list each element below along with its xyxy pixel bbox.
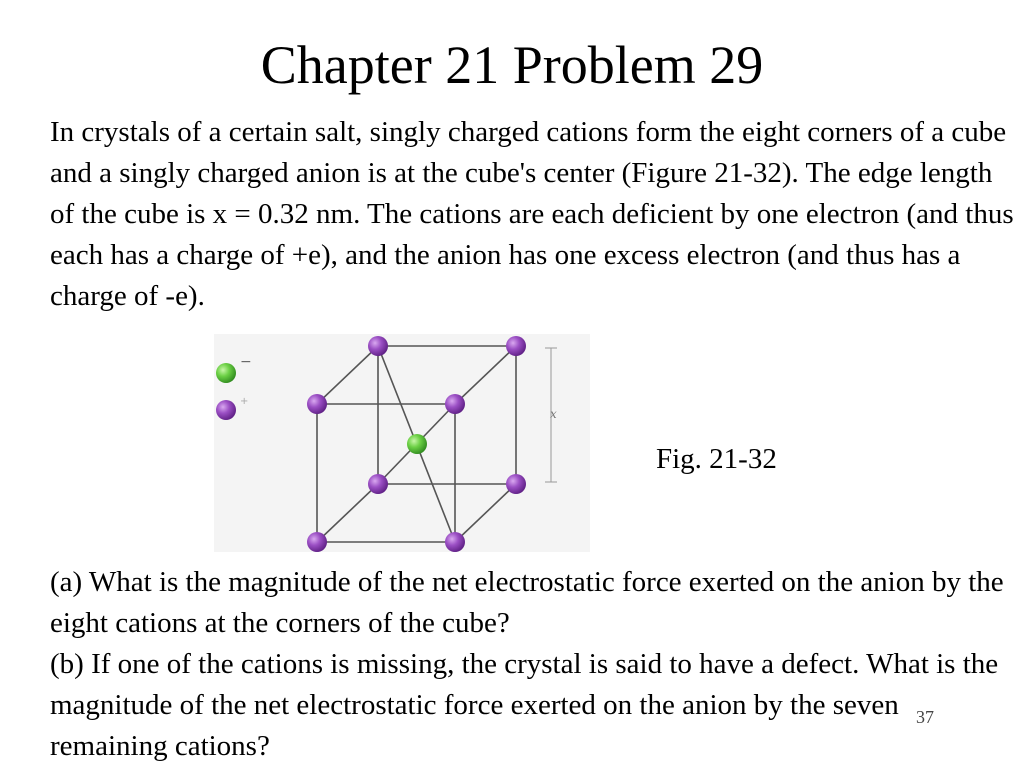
legend-cation-icon — [216, 400, 236, 420]
cation-front-bottom-left — [307, 532, 327, 552]
legend-anion-sign: − — [240, 354, 252, 370]
cation-back-bottom-right — [506, 474, 526, 494]
cation-back-top-right — [506, 336, 526, 356]
edge-length-label: x — [550, 407, 557, 421]
cube-crystal-figure — [214, 334, 590, 552]
cation-back-bottom-left — [368, 474, 388, 494]
slide-page-number: 37 — [916, 707, 934, 727]
question-b: (b) If one of the cations is missing, the crystal is said to have a defect. What is the magnitude of the net electrostatic force exerted on the anion by the seven remaining cations? — [50, 648, 999, 762]
slide-title: Chapter 21 Problem 29 — [260, 35, 764, 95]
figure-caption: Fig. 21-32 — [656, 443, 777, 475]
questions-block — [50, 562, 1020, 767]
cation-front-top-right — [445, 394, 465, 414]
cation-back-top-left — [368, 336, 388, 356]
problem-intro-text: In crystals of a certain salt, singly charged cations form the eight corners of a cube and a singly charged anion is at the cube's center (Figure 21-32). The edge length of the cube is x = 0.32 nm. The cations are each deficient by one electron (and thus each has a charge of +e), and the anion has one excess electron (and thus has a charge of -e). — [50, 116, 1014, 312]
question-a: (a) What is the magnitude of the net electrostatic force exerted on the anion by the eight cations at the corners of the cube? — [50, 566, 1004, 639]
legend-cation-sign: + — [240, 396, 249, 407]
cation-front-top-left — [307, 394, 327, 414]
cation-front-bottom-right — [445, 532, 465, 552]
anion-center — [407, 434, 427, 454]
figure-background — [214, 334, 590, 552]
legend-anion-icon — [216, 363, 236, 383]
cube-diagram — [214, 334, 590, 552]
